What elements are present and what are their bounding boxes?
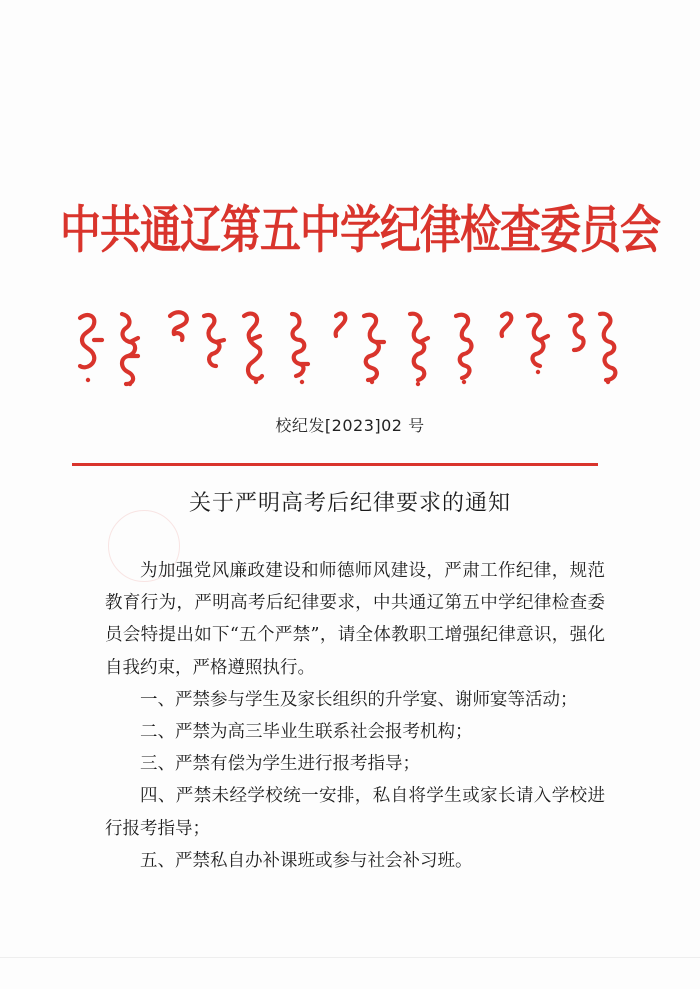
rule-item-1: 一、严禁参与学生及家长组织的升学宴、谢师宴等活动； <box>140 689 578 710</box>
intro-paragraph: 为加强党风廉政建设和师德师风建设，严肃工作纪律，规范教育行为，严明高考后纪律要求，中共通辽第五中学纪律检查委员会特提出如下“五个严禁”，请全体教职工增强纪律意识，强化自我约束，严格遵照执行。 <box>105 561 605 678</box>
scan-edge-line <box>0 957 700 958</box>
document-number: 校纪发[2023]02 号 <box>275 416 425 435</box>
organization-title: 中共通辽第五中学纪律检查委员会 <box>60 200 660 260</box>
rule-item-2: 二、严禁为高三毕业生联系社会报考机构； <box>140 722 473 743</box>
rule-item-4: 四、严禁未经学校统一安排，私自将学生或家长请入学校进行报考指导； <box>105 786 605 839</box>
red-divider-rule <box>72 463 598 466</box>
document-body <box>105 555 605 877</box>
document-title: 关于严明高考后纪律要求的通知 <box>188 491 511 516</box>
rule-item-5: 五、严禁私自办补课班或参与社会补习班。 <box>140 850 473 871</box>
mongolian-script-header <box>66 300 646 390</box>
rule-item-3: 三、严禁有偿为学生进行报考指导； <box>140 754 420 775</box>
